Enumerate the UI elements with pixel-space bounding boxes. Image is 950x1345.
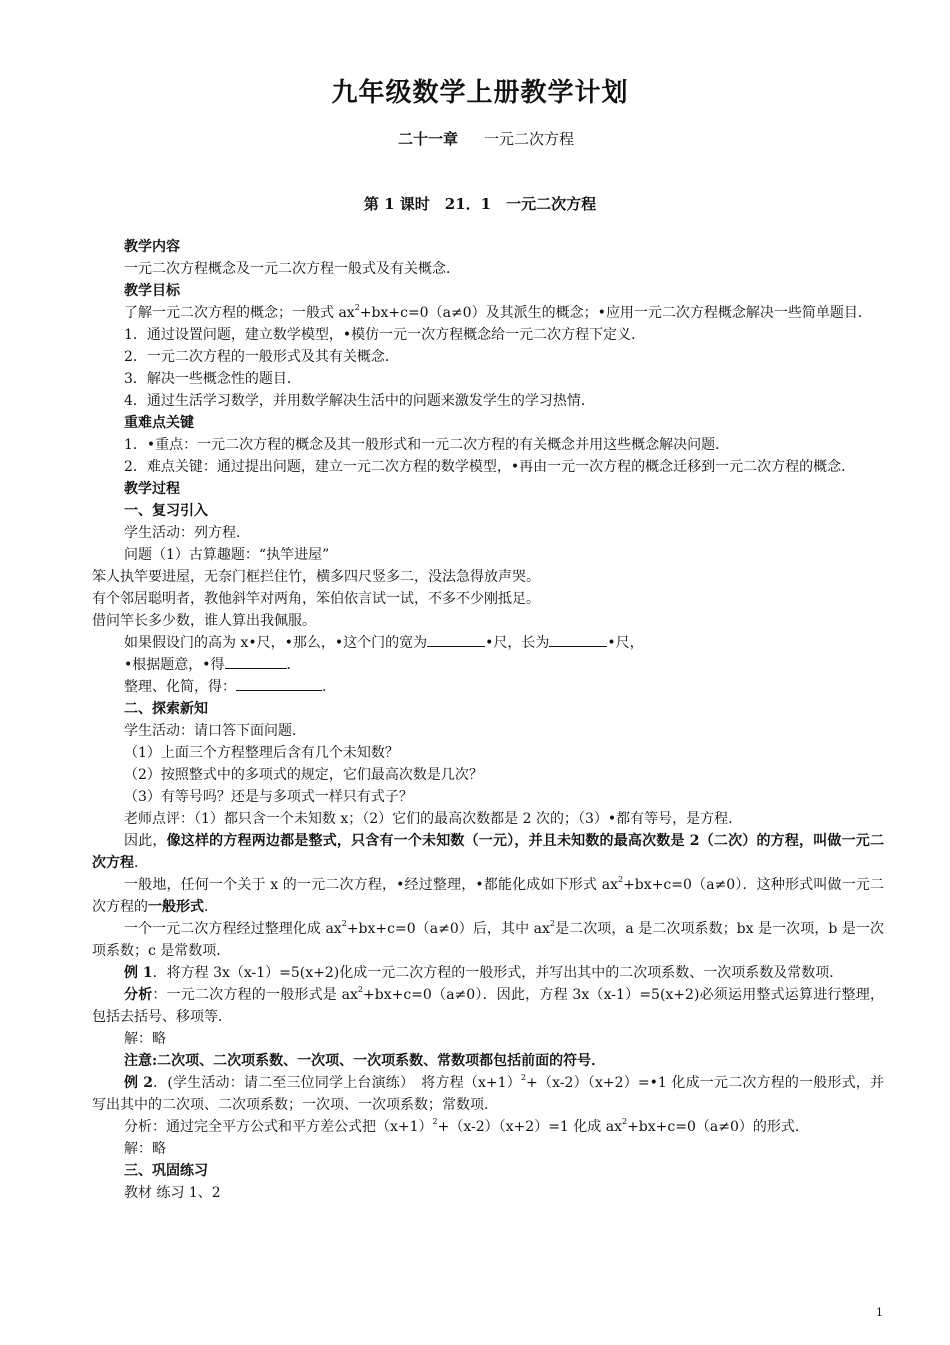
note: 注意:二次项、二次项系数、一次项、一次项系数、常数项都包括前面的符号． xyxy=(124,1053,606,1069)
blank-width xyxy=(427,632,485,647)
section-heading: 教学目标 xyxy=(124,283,180,299)
subsection-heading: 二、探索新知 xyxy=(124,701,208,717)
analysis-1: 分析：一元二次方程的一般形式是 $ax^2+bx+c=0(a\ne 0)$．因此，方程 3x（x-1）=5(x+2)必须运用整式运算进行整理，包括去括号、移项等． xyxy=(92,985,885,1025)
paragraph: 学生活动：列方程． xyxy=(124,525,250,541)
chapter-heading xyxy=(0,128,950,149)
poem-line: 有个邻居聪明者，教他斜竿对两角，笨伯依言试一试，不多不少刚抵足。 xyxy=(92,591,540,607)
blank-equation xyxy=(225,654,287,669)
poem-line: 借问竿长多少数，谁人算出我佩服。 xyxy=(92,613,316,629)
subsection-heading: 一、复习引入 xyxy=(124,503,208,519)
fill-in-line: •根据题意，•得 ． xyxy=(92,654,884,676)
lesson-heading: 第 1 课时 21．1 一元二次方程 xyxy=(363,195,597,213)
key-point: 2．难点关键：通过提出问题，建立一元二次方程的数学模型，•再由一元一次方程的概念迁移到一元二次方程的概念． xyxy=(124,459,856,475)
paragraph: 了解一元二次方程的概念；一般式 $ax^2+bx+c=0(a\ne 0)$及其派生的概念；•应用一元二次方程概念解决一些简单题目． xyxy=(124,303,872,321)
objective-item: 4．通过生活学习数学，并用数学解决生活中的问题来激发学生的学习热情． xyxy=(124,393,595,409)
section-heading: 教学过程 xyxy=(124,481,180,497)
paragraph: 一个一元二次方程经过整理化成 $ax^2+bx+c=0(a\ne 0)$后，其中 $ax^2$是二次项，a 是二次项系数；bx 是一次项，b 是一次项系数；c 是常数项． xyxy=(92,919,885,959)
paragraph: 学生活动：请口答下面问题． xyxy=(124,723,306,739)
section-heading: 教学内容 xyxy=(124,239,180,255)
question-item: （1）上面三个方程整理后含有几个未知数？ xyxy=(124,745,399,761)
fill-in-line: 整理、化简，得： ． xyxy=(92,676,884,698)
key-point: 1．•重点：一元二次方程的概念及其一般形式和一元二次方程的有关概念并用这些概念解决问题． xyxy=(124,437,730,453)
subsection-heading: 三、巩固练习 xyxy=(124,1163,208,1179)
question-item: （2）按照整式中的多项式的规定，它们最高次数是几次？ xyxy=(124,767,483,783)
paragraph: 问题（1）古算趣题：“执竿进屋” xyxy=(124,547,330,563)
blank-simplified xyxy=(236,676,322,691)
chapter-name: 一元二次方程 xyxy=(484,130,575,148)
solution-1: 解：略 xyxy=(124,1031,166,1047)
definition: 因此，像这样的方程两边都是整式，只含有一个未知数（一元），并且未知数的最高次数是 2（二次）的方程，叫做一元二次方程． xyxy=(92,833,884,871)
section-heading: 重难点关键 xyxy=(124,415,194,431)
lesson-body xyxy=(92,236,884,1204)
fill-in-line: 如果假设门的高为 x•尺，•那么，•这个门的宽为 •尺，长为 •尺， xyxy=(92,632,884,654)
objective-item: 2．一元二次方程的一般形式及其有关概念． xyxy=(124,349,399,365)
paragraph: 教材 练习 1、2 xyxy=(124,1185,221,1201)
page-number: 1 xyxy=(876,1306,883,1319)
poem-line: 笨人执竿要进屋，无奈门框拦住竹，横多四尺竖多二，没法急得放声哭。 xyxy=(92,569,540,585)
question-item: （3）有等号吗？还是与多项式一样只有式子？ xyxy=(124,789,413,805)
objective-item: 3．解决一些概念性的题目． xyxy=(124,371,301,387)
paragraph: 一般地，任何一个关于 x 的一元二次方程，•经过整理，•都能化成如下形式 $ax^2+bx+c=0(a\ne 0)$．这种形式叫做一元二次方程的一般形式． xyxy=(92,875,884,915)
example-1: 例 1．将方程 3x（x-1）=5(x+2)化成一元二次方程的一般形式，并写出其中的二次项系数、一次项系数及常数项． xyxy=(124,965,844,981)
chapter-number: 二十一章 xyxy=(397,130,458,148)
blank-length xyxy=(549,632,607,647)
paragraph: 老师点评：（1）都只含一个未知数 x；（2）它们的最高次数都是 2 次的；（3）•都有等号，是方程． xyxy=(124,811,743,827)
objective-item: 1．通过设置问题，建立数学模型，•模仿一元一次方程概念给一元二次方程下定义． xyxy=(124,327,646,343)
solution-2: 解：略 xyxy=(124,1141,166,1157)
document-title: 九年级数学上册教学计划 xyxy=(331,78,629,108)
paragraph: 一元二次方程概念及一元二次方程一般式及有关概念． xyxy=(124,261,460,277)
analysis-2: 分析：通过完全平方公式和平方差公式把$(x+1)^2+(x-2)(x+2)=1$ 化成 $ax^2+bx+c=0(a\ne 0)$的形式． xyxy=(124,1117,809,1135)
example-2: 例 2．(学生活动：请二至三位同学上台演练） 将方程$(x+1)^2+(x-2)(x+2)=•1$ 化成一元二次方程的一般形式，并写出其中的二次项、二次项系数；一次项、一次项系数；常数项． xyxy=(92,1073,884,1113)
